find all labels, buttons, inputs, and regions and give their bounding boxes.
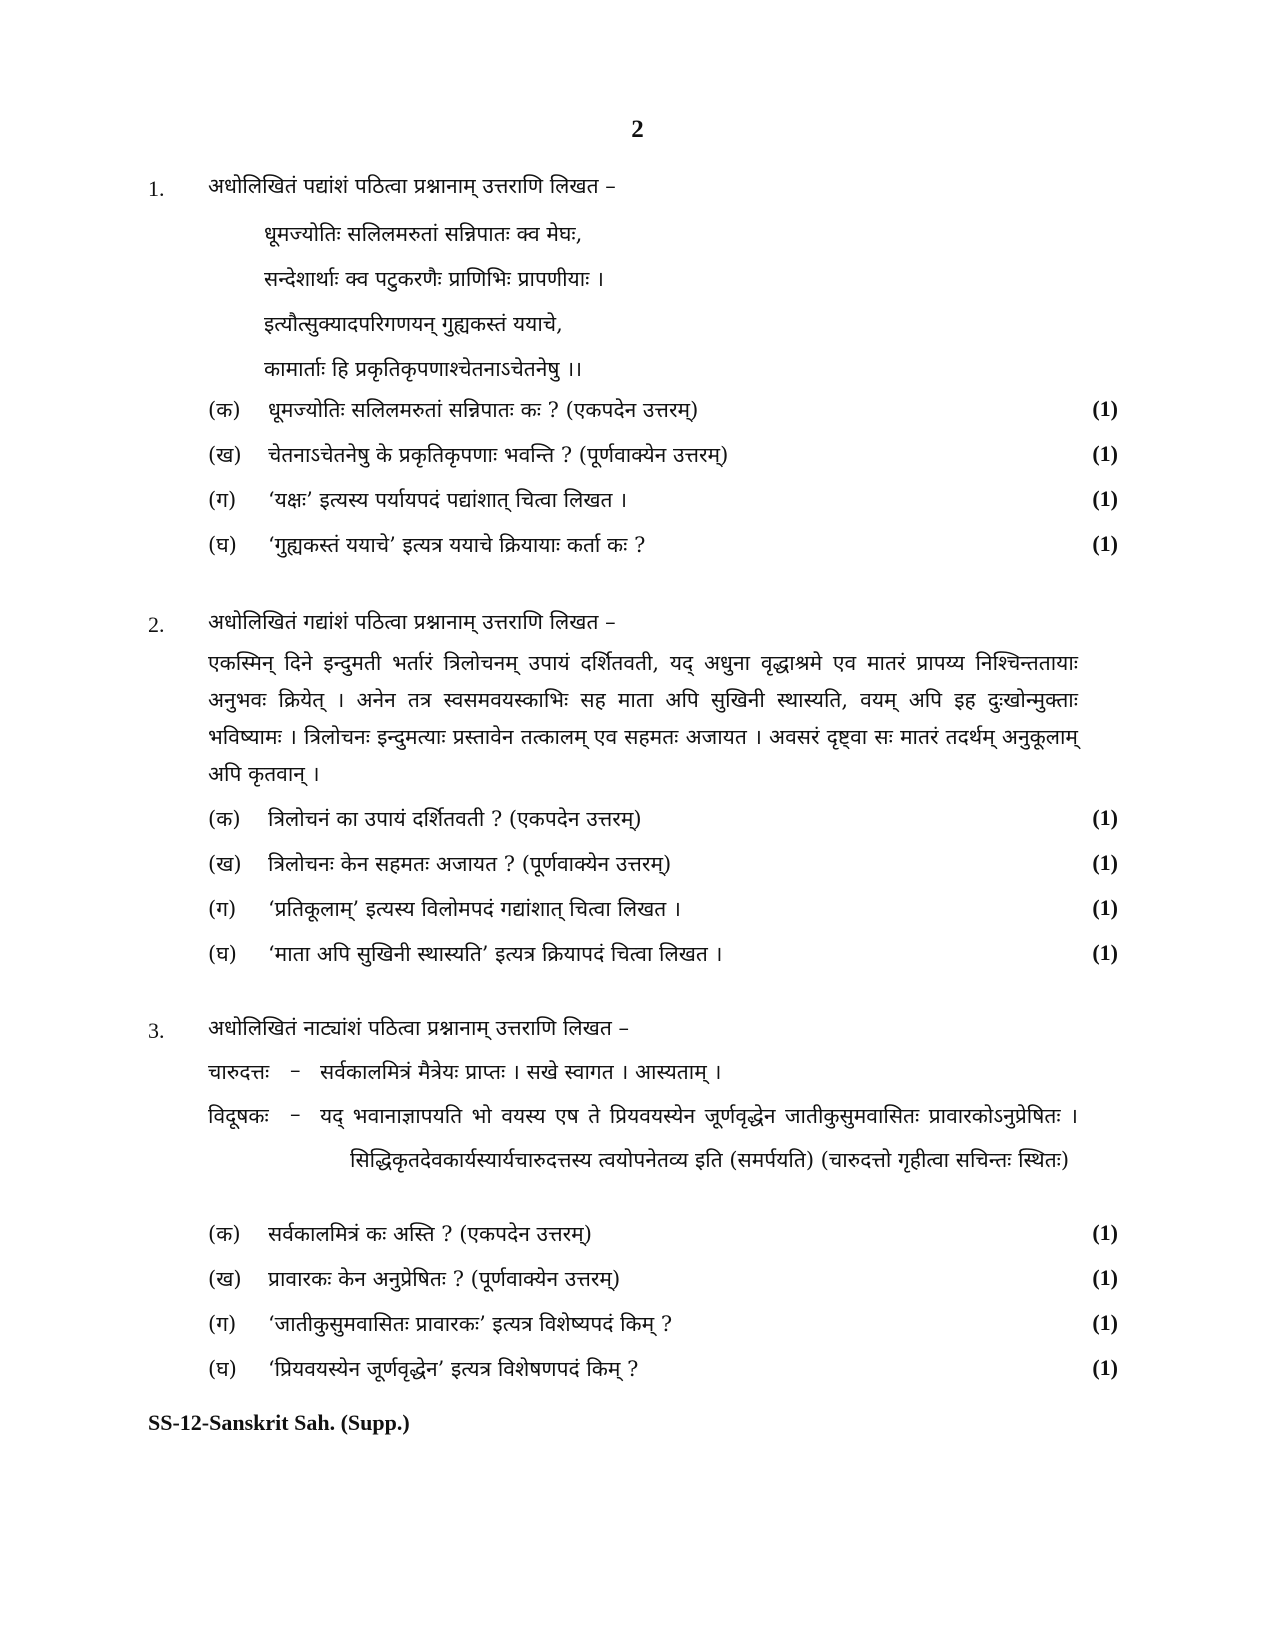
- question-2-sub-ga: [208, 895, 1118, 925]
- sub-question-label: (ख): [208, 852, 242, 876]
- sub-question-label: (ख): [208, 1267, 242, 1291]
- speech-charudatta: सर्वकालमित्रं मैत्रेयः प्राप्तः । सखे स्वागत । आस्यताम् ।: [320, 1060, 722, 1084]
- sub-question-text: ‘गुह्यकस्तं ययाचे’ इत्यत्र ययाचे क्रियायाः कर्ता कः ?: [268, 533, 646, 557]
- question-1-heading: अधोलिखितं पद्यांशं पठित्वा प्रश्नानाम् उत्तराणि लिखत –: [208, 174, 616, 198]
- sub-question-label: (ग): [208, 897, 237, 921]
- verse-line-2: सन्देशार्थाः क्व पटुकरणैः प्राणिभिः प्रापणीयाः ।: [264, 267, 605, 291]
- marks: (1): [1092, 1355, 1118, 1380]
- speaker-dash: –: [290, 1058, 301, 1082]
- marks: (1): [1092, 940, 1118, 965]
- marks: (1): [1092, 1265, 1118, 1290]
- speech-vidushaka: यद् भवानाज्ञापयति भो वयस्य एष ते प्रियवयस्येन जूर्णवृद्धेन जातीकुसुमवासितः प्रावारकोऽनुप्रेषितः । सिद्धिकृतदेवकार्यस्यार्यचारुदत्तस्य त्वयोपनेतव्य इति (समर्पयति) (चारुदत्तो गृहीत्वा सचिन्तः स्थितः): [320, 1104, 1078, 1172]
- marks: (1): [1092, 895, 1118, 920]
- sub-question-label: (क): [208, 1222, 241, 1246]
- question-2-sub-ka: [208, 805, 1118, 835]
- paper-code-footer: SS-12-Sanskrit Sah. (Supp.): [148, 1410, 410, 1435]
- question-3-heading: अधोलिखितं नाट्यांशं पठित्वा प्रश्नानाम् उत्तराणि लिखत –: [208, 1016, 629, 1040]
- sub-question-label: (क): [208, 807, 241, 831]
- sub-question-label: (घ): [208, 942, 237, 966]
- question-2-number: 2.: [148, 612, 165, 637]
- sub-question-text: प्रावारकः केन अनुप्रेषितः ? (पूर्णवाक्येन उत्तरम्): [268, 1267, 621, 1291]
- question-1-sub-ka: [208, 396, 1118, 426]
- speaker-charudatta: चारुदत्तः: [208, 1060, 270, 1084]
- question-1-sub-kha: [208, 441, 1118, 471]
- sub-question-label: (ग): [208, 488, 237, 512]
- question-3-sub-ga: [208, 1310, 1118, 1340]
- marks: (1): [1092, 441, 1118, 466]
- speaker-dash: –: [290, 1102, 301, 1126]
- sub-question-text: चेतनाऽचेतनेषु के प्रकृतिकृपणाः भवन्ति ? (पूर्णवाक्येन उत्तरम्): [268, 443, 729, 467]
- sub-question-text: त्रिलोचनः केन सहमतः अजायत ? (पूर्णवाक्येन उत्तरम्): [268, 852, 672, 876]
- sub-question-text: ‘जातीकुसुमवासितः प्रावारकः’ इत्यत्र विशेष्यपदं किम् ?: [268, 1312, 673, 1336]
- sub-question-text: ‘प्रियवयस्येन जूर्णवृद्धेन’ इत्यत्र विशेषणपदं किम् ?: [268, 1357, 639, 1381]
- sub-question-text: ‘यक्षः’ इत्यस्य पर्यायपदं पद्यांशात् चित्वा लिखत ।: [268, 488, 628, 512]
- sub-question-text: धूमज्योतिः सलिलमरुतां सन्निपातः कः ? (एकपदेन उत्तरम्): [268, 398, 699, 422]
- sub-question-label: (ख): [208, 443, 242, 467]
- marks: (1): [1092, 531, 1118, 556]
- page-number: 2: [631, 116, 644, 143]
- marks: (1): [1092, 805, 1118, 830]
- question-1-sub-gha: [208, 531, 1118, 561]
- verse-line-4: कामार्ताः हि प्रकृतिकृपणाश्चेतनाऽचेतनेषु ।।: [264, 357, 583, 381]
- marks: (1): [1092, 1220, 1118, 1245]
- question-2-sub-gha: [208, 940, 1118, 970]
- question-2-sub-kha: [208, 850, 1118, 880]
- question-2-heading: अधोलिखितं गद्यांशं पठित्वा प्रश्नानाम् उत्तराणि लिखत –: [208, 610, 616, 634]
- verse-line-3: इत्यौत्सुक्यादपरिगणयन् गुह्यकस्तं ययाचे,: [264, 312, 563, 336]
- speaker-vidushaka: विदूषकः: [208, 1104, 269, 1128]
- question-1-number: 1.: [148, 176, 165, 201]
- question-2-passage: एकस्मिन् दिने इन्दुमती भर्तारं त्रिलोचनम् उपायं दर्शितवती, यद् अधुना वृद्धाश्रमे एव मातरं प्रापय्य निश्चिन्ततायाः अनुभवः क्रियेत् । अनेन तत्र स्वसमवयस्काभिः सह माता अपि सुखिनी स्थास्यति, वयम् अपि इह दुःखोन्मुक्ताः भविष्यामः । त्रिलोचनः इन्दुमत्याः प्रस्तावेन तत्कालम् एव सहमतः अजायत । अवसरं दृष्ट्वा सः मातरं तदर्थम् अनुकूलाम् अपि कृतवान् ।: [208, 651, 1078, 786]
- question-1-sub-ga: [208, 486, 1118, 516]
- sub-question-text: ‘माता अपि सुखिनी स्थास्यति’ इत्यत्र क्रियापदं चित्वा लिखत ।: [268, 942, 723, 966]
- marks: (1): [1092, 850, 1118, 875]
- question-3-number: 3.: [148, 1018, 165, 1043]
- sub-question-text: त्रिलोचनं का उपायं दर्शितवती ? (एकपदेन उत्तरम्): [268, 807, 642, 831]
- sub-question-label: (क): [208, 398, 241, 422]
- question-3-sub-ka: [208, 1220, 1118, 1250]
- sub-question-label: (घ): [208, 533, 237, 557]
- sub-question-label: (घ): [208, 1357, 237, 1381]
- sub-question-text: ‘प्रतिकूलाम्’ इत्यस्य विलोमपदं गद्यांशात् चित्वा लिखत ।: [268, 897, 681, 921]
- marks: (1): [1092, 396, 1118, 421]
- verse-line-1: धूमज्योतिः सलिलमरुतां सन्निपातः क्व मेघः,: [264, 222, 583, 246]
- marks: (1): [1092, 1310, 1118, 1335]
- question-3-sub-gha: [208, 1355, 1118, 1385]
- marks: (1): [1092, 486, 1118, 511]
- sub-question-text: सर्वकालमित्रं कः अस्ति ? (एकपदेन उत्तरम्): [268, 1222, 592, 1246]
- question-3-sub-kha: [208, 1265, 1118, 1295]
- sub-question-label: (ग): [208, 1312, 237, 1336]
